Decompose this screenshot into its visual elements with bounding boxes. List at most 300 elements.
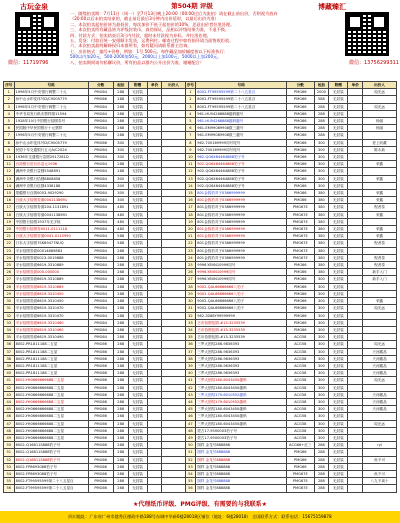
table-cell: 无封装 [329,290,348,297]
table-cell [147,290,162,297]
table-cell: 荣鑫 [363,233,397,240]
table-cell: PMG66 [287,456,314,463]
table-row[interactable] [4,463,397,470]
table-row[interactable] [4,276,397,283]
table-cell: 40 [185,370,196,377]
table-cell: 380 [314,190,329,197]
table-cell [348,420,363,427]
table-cell: 白族大字拾圆券面0041138691 [14,197,88,204]
table-cell [162,290,185,297]
table-cell: 荣鑫 [363,298,397,305]
table-cell: PMG66 [287,463,314,470]
table-cell [348,319,363,326]
table-cell: 无封装 [128,298,147,305]
table-cell: PMG67E [287,254,314,261]
notice-line: 500以内加20元，500-2000加50元，2000以上加100元，5000以上加200元。 [70,54,222,60]
table-cell: PMG64 [88,298,113,305]
notice-line: 七、出价格式：编号+价格，例如：1号 500元。每件藏品加价幅度按以下标准执行： [70,48,228,54]
table-cell: PMG66 [88,470,113,477]
table-cell: 288 [113,96,128,103]
table-cell [363,449,397,456]
auction-header [0,0,400,80]
table-cell: 32 [4,312,15,319]
table-row[interactable] [4,384,397,391]
table-row[interactable] [4,442,397,449]
table-cell: PMG66 [88,434,113,441]
table-cell: 5 [185,118,196,125]
table-cell: 无封装 [128,449,147,456]
table-cell [147,118,162,125]
table-cell: 9002-QAL66666666八豹子 [196,290,287,297]
table-row[interactable] [4,420,397,427]
table-cell: PMG64 [88,146,113,153]
table-cell [363,413,397,420]
table-cell [147,175,162,182]
table-row[interactable] [4,110,397,117]
table-cell: 孙中山水印变体号D/C9005779 [14,139,88,146]
table-row[interactable] [4,118,397,125]
table-cell [162,485,185,492]
table-row[interactable] [4,334,397,341]
qr-code-right[interactable] [345,12,389,56]
table-cell: 480 [113,226,128,233]
table-cell [348,276,363,283]
table-cell: ACG58 [287,420,314,427]
table-row[interactable] [4,103,397,110]
table-cell: PMG66 [287,312,314,319]
table-cell: 无封装 [329,485,348,492]
table-row[interactable] [4,348,397,355]
table-cell: 三罗大团结179-6010552趣码 [196,398,287,405]
table-cell [363,96,397,103]
table-cell: 三罗大团结286-9836393 [196,370,287,377]
table-cell [348,377,363,384]
table-cell: 三罗大团结180-6043450趣码 [196,384,287,391]
table-row[interactable] [4,398,397,405]
table-cell: 801金钱豹对子0366999999 [196,240,287,247]
table-cell: 8002-YH0666666688二五星 [14,398,88,405]
table-row[interactable] [4,132,397,139]
column-header: 单价 [147,82,162,89]
table-cell: 无封装 [329,370,348,377]
table-cell: ACG58 [287,391,314,398]
table-cell [147,456,162,463]
table-cell [348,175,363,182]
table-cell: 300 [314,139,329,146]
table-cell [147,226,162,233]
table-cell: 天河藏品 [363,391,397,398]
table-cell: 380 [314,211,329,218]
table-cell: PMG67E [287,204,314,211]
table-cell: 288 [113,110,128,117]
table-cell [162,434,185,441]
table-cell: PMG64 [88,319,113,326]
table-cell: PMG67E [287,211,314,218]
table-row[interactable] [4,456,397,463]
table-cell: PMG66 [287,118,314,125]
table-cell: PMG66 [88,456,113,463]
table-cell: PMG64 [88,269,113,276]
table-cell: 无封装 [329,226,348,233]
table-cell [147,182,162,189]
table-row[interactable] [4,154,397,161]
table-cell: 19 [4,218,15,225]
table-row[interactable] [4,355,397,362]
table-cell: 满洲中央银行拾圆8808858 [14,175,88,182]
table-row[interactable] [4,125,397,132]
table-cell: 8002-YH0666666688二五星 [14,377,88,384]
table-cell: 无封装 [329,204,348,211]
table-cell: 三罗大团结180-6043450趣码 [196,413,287,420]
table-cell: 无封装 [329,247,348,254]
table-cell: 图样 金龙号888888 [196,463,287,470]
table-cell: 白族大字拾圆券面0041138691 [14,211,88,218]
table-cell [348,478,363,485]
table-cell: 22 [4,240,15,247]
table-cell: 480 [113,218,128,225]
table-cell: 无封装 [329,312,348,319]
table-cell: 34 [4,326,15,333]
table-cell: 周光远 [363,305,397,312]
table-cell: 15 [185,190,196,197]
table-cell: 288 [113,276,128,283]
table-cell: PMG66 [88,427,113,434]
table-cell: 8002-FT99595599第二十八五星百 [196,103,287,110]
table-cell: 无封装 [329,398,348,405]
table-cell [162,420,185,427]
table-row[interactable] [4,305,397,312]
table-cell: PMG66 [287,110,314,117]
table-cell [147,197,162,204]
table-row[interactable] [4,254,397,261]
table-cell: 无封装 [128,406,147,413]
table-cell [363,110,397,117]
table-cell [348,326,363,333]
table-cell [147,341,162,348]
table-cell: 天河藏品 [363,348,397,355]
table-row[interactable] [4,478,397,485]
table-cell [162,125,185,132]
table-row[interactable] [4,146,397,153]
table-cell: 无封装 [329,442,348,449]
table-cell [363,384,397,391]
table-row[interactable] [4,485,397,492]
table-cell: 白族大字拾圆券面204-1131891 [14,204,88,211]
table-cell: 801金钱豹对子0366999999 [196,254,287,261]
table-cell: 8002-PR1811188二五星 [14,362,88,369]
table-cell: 无封装 [128,470,147,477]
table-cell: 288 [113,326,128,333]
table-cell: 无封装 [329,427,348,434]
table-cell: 程者泰 [363,240,397,247]
table-cell [147,413,162,420]
table-cell: 300 [314,406,329,413]
table-cell [147,211,162,218]
table-cell [162,269,185,276]
table-cell: 2 [4,96,15,103]
table-cell: 288 [113,283,128,290]
table-cell: 3 [185,103,196,110]
table-cell: 10 [4,154,15,161]
table-cell: PMG64 [88,190,113,197]
table-cell: 无封装 [329,456,348,463]
table-cell: 300 [314,154,329,161]
table-cell [348,334,363,341]
table-cell: 图样 金龙号888888 [196,442,287,449]
table-cell: 平水拾圆券面6619-3310460 [14,319,88,326]
table-cell: 288 [113,384,128,391]
table-cell: PMG66 [287,449,314,456]
table-cell: 无封装 [128,161,147,168]
table-cell: 无封装 [329,262,348,269]
table-cell [147,427,162,434]
table-cell: PMG66 [88,449,113,456]
table-cell: 588 [113,233,128,240]
table-cell: PMG66 [88,463,113,470]
table-row[interactable] [4,434,397,441]
table-row[interactable] [4,211,397,218]
table-row[interactable] [4,341,397,348]
table-cell: PMG66 [287,182,314,189]
table-cell [363,283,397,290]
table-cell: 288 [314,110,329,117]
table-cell: 无封装 [128,485,147,492]
table-cell: 300 [314,370,329,377]
table-cell [162,449,185,456]
table-cell [162,96,185,103]
table-cell: ACG58 [287,377,314,384]
table-cell: 300 [314,276,329,283]
table-cell: 9002-QAL66666666八豹子 [196,305,287,312]
table-cell: 8002-YH0666666688二五星 [14,434,88,441]
table-cell: 480 [113,211,128,218]
table-cell: 新手入门 [363,269,397,276]
table-cell [147,154,162,161]
table-cell: 300 [314,348,329,355]
table-row[interactable] [4,197,397,204]
table-cell: 300 [314,384,329,391]
table-cell [162,326,185,333]
table-row[interactable] [4,326,397,333]
table-cell: 图样 金龙号888888 [196,485,287,492]
table-row[interactable] [4,218,397,225]
table-row[interactable] [4,262,397,269]
table-cell: PMG66 [287,103,314,110]
table-cell [162,146,185,153]
table-cell: 民国版中华民国银行十元票样 [14,125,88,132]
table-cell [348,168,363,175]
table-cell: PMG64 [88,168,113,175]
table-cell: 古币拾圆伍圆-#13-3235539 [196,326,287,333]
table-cell: 801金钱豹对子0366999999 [196,226,287,233]
table-cell: 无封装 [329,413,348,420]
table-cell: 7 [185,132,196,139]
table-cell: 无封装 [128,398,147,405]
table-row[interactable] [4,391,397,398]
table-cell: PMG64 [88,118,113,125]
table-cell: 801金钱豹对子0366999999 [196,190,287,197]
table-cell: 300 [314,420,329,427]
table-row[interactable] [4,226,397,233]
table-cell: 荣鑫 [363,190,397,197]
table-cell [147,442,162,449]
table-cell: 周光远 [363,89,397,96]
table-cell: 8002-YH0666666688二五星 [14,413,88,420]
table-cell [162,305,185,312]
table-cell [348,125,363,132]
table-cell [348,485,363,492]
table-cell: 无封装 [128,103,147,110]
table-cell [162,478,185,485]
table-cell: 无封装 [128,341,147,348]
table-cell: 无封装 [329,470,348,477]
table-row[interactable] [4,240,397,247]
notice-line: 八、拍卖期间请勿私聊议价，所有拍品以群内公开出价为准，谢谢配合！ [70,59,205,65]
table-cell: 300 [314,362,329,369]
table-row[interactable] [4,377,397,384]
table-cell: 46 [185,413,196,420]
table-row[interactable] [4,427,397,434]
table-cell [162,370,185,377]
table-cell: 无封装 [128,312,147,319]
table-row[interactable] [4,362,397,369]
table-cell: PMG66 [88,420,113,427]
table-cell [162,312,185,319]
table-cell: PMG66 [287,197,314,204]
table-cell: 39 [4,362,15,369]
table-cell: ACG58 [287,413,314,420]
table-cell: 380 [314,269,329,276]
table-cell: 蒙疆银行百圆0053-9029290 [14,190,88,197]
table-row[interactable] [4,312,397,319]
table-cell: 无封装 [329,118,348,125]
table-cell: 天河藏品 [363,355,397,362]
table-row[interactable] [4,290,397,297]
table-cell [162,463,185,470]
table-row[interactable] [4,161,397,168]
table-cell: PMG67E [287,247,314,254]
table-cell [363,182,397,189]
table-cell: 962-3088Y99999999 [196,312,287,319]
table-cell: 平水拾圆券面6619-3310470 [14,305,88,312]
table-cell: 平水拾圆券面6619-3310470 [14,312,88,319]
table-cell: 54 [4,470,15,477]
table-row[interactable] [4,168,397,175]
table-cell: 21 [185,233,196,240]
table-cell: 44 [185,398,196,405]
table-cell: 288 [314,470,329,477]
table-row[interactable] [4,470,397,477]
table-row[interactable] [4,96,397,103]
table-cell: 6 [185,125,196,132]
table-cell: 图样 金龙号888888 [196,449,287,456]
table-row[interactable] [4,319,397,326]
table-cell [363,427,397,434]
table-cell: 300 [113,146,128,153]
table-cell: 288 [113,89,128,96]
table-cell [162,377,185,384]
table-row[interactable] [4,204,397,211]
table-cell: PMG64 [88,240,113,247]
table-cell: 300 [314,427,329,434]
table-row[interactable] [4,139,397,146]
table-row[interactable] [4,283,397,290]
table-cell: PMG64 [88,226,113,233]
table-row[interactable] [4,449,397,456]
table-cell: 288 [113,449,128,456]
table-cell: 无封装 [329,276,348,283]
table-cell: 41 [185,377,196,384]
table-cell: 288 [113,254,128,261]
table-cell [147,161,162,168]
qr-code-left[interactable] [15,12,59,56]
table-row[interactable] [4,247,397,254]
table-cell [162,398,185,405]
table-cell: 新手入门 [363,276,397,283]
table-cell [348,211,363,218]
table-cell: 300 [314,355,329,362]
table-cell: 288 [113,298,128,305]
table-cell: 288 [314,449,329,456]
table-cell: PMG64 [88,182,113,189]
table-row[interactable] [4,370,397,377]
table-cell [147,406,162,413]
table-cell: 4 [185,110,196,117]
table-cell: 程者泰 [363,204,397,211]
table-cell: 961-HU54268888趣码趣号 [196,110,287,117]
table-row[interactable] [4,182,397,189]
table-cell [147,434,162,441]
table-cell: 三罗大团结180-6043450趣码 [196,406,287,413]
table-row[interactable] [4,413,397,420]
table-cell: 961-EM99089908数三趣号 [196,132,287,139]
table-cell [348,355,363,362]
table-cell: 8002-FP8693088豹子号 [14,470,88,477]
table-cell [162,233,185,240]
table-cell: 程者泰 [363,254,397,261]
table-row[interactable] [4,175,397,182]
table-cell: 8002-PR1811188二五星 [14,341,88,348]
table-cell [162,276,185,283]
table-cell [147,326,162,333]
table-cell: 288 [113,377,128,384]
table-cell: PMG66 [88,384,113,391]
table-cell: 288 [314,118,329,125]
table-row[interactable] [4,233,397,240]
table-cell: PMG64 [88,262,113,269]
table-cell [363,312,397,319]
table-cell [147,262,162,269]
table-cell: 39 [185,362,196,369]
table-row[interactable] [4,269,397,276]
table-cell [162,161,185,168]
table-cell: 45 [185,406,196,413]
table-cell: 50 [4,442,15,449]
table-cell [348,398,363,405]
table-cell [363,247,397,254]
table-cell: 380 [314,197,329,204]
table-row[interactable] [4,190,397,197]
table-row[interactable] [4,406,397,413]
table-row[interactable] [4,89,397,96]
table-cell [162,211,185,218]
table-row[interactable] [4,298,397,305]
table-cell: 300 [113,190,128,197]
table-cell: 300 [314,377,329,384]
table-cell: 42 [4,384,15,391]
column-header: 号码 [14,82,88,89]
table-cell [348,226,363,233]
